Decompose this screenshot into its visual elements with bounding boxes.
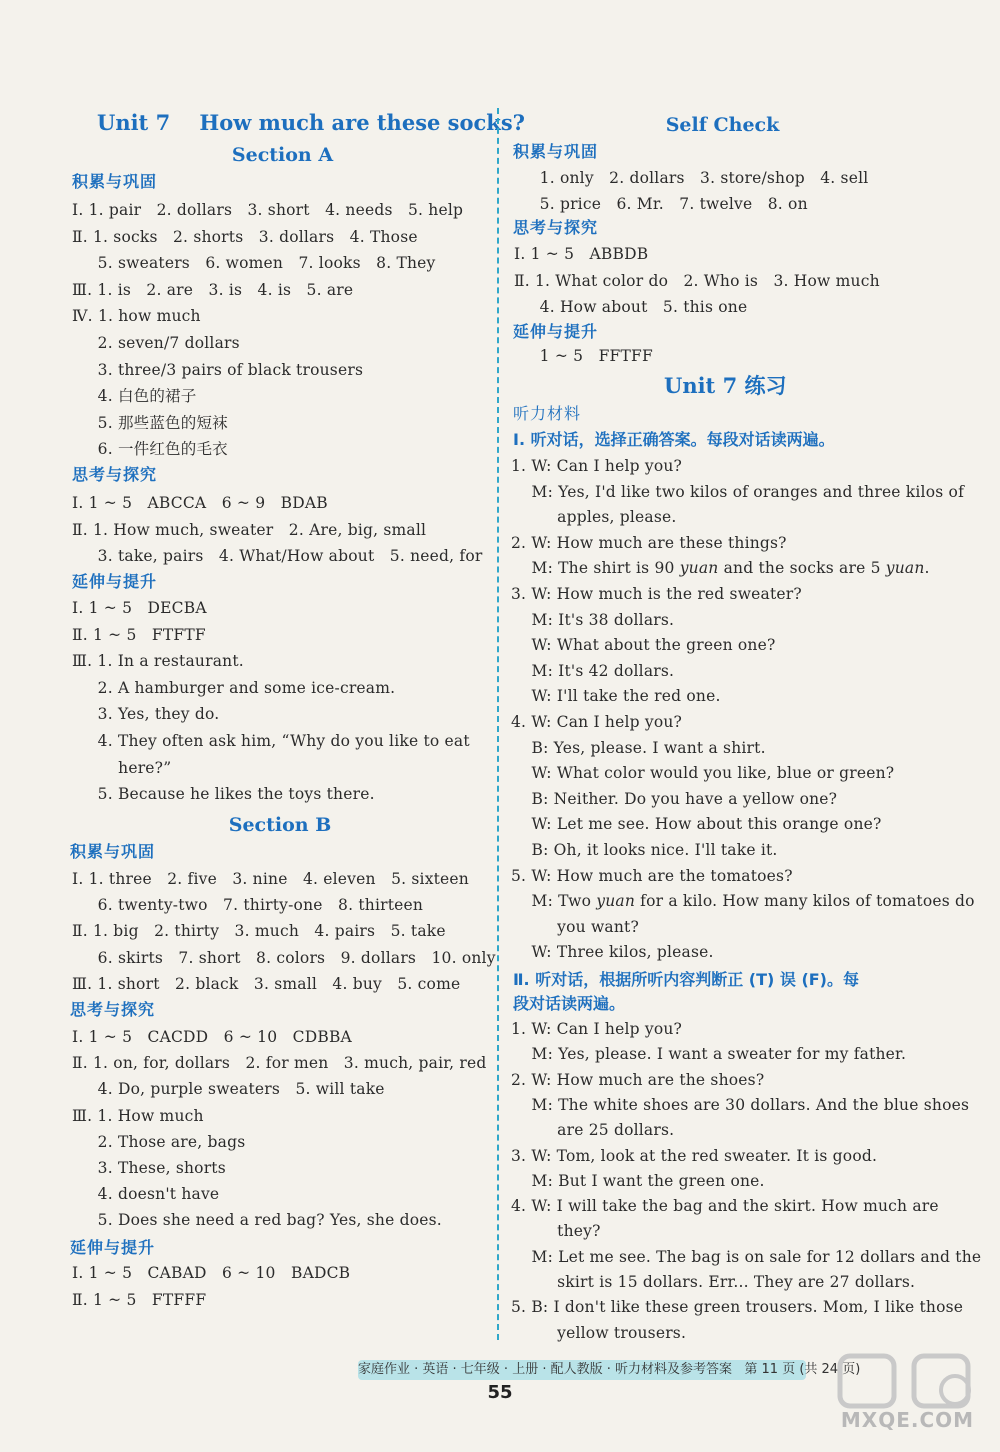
answer-line: here?” [72, 758, 172, 777]
answer-line: Ⅰ. 1 ~ 5 ABCCA 6 ~ 9 BDAB [72, 494, 328, 512]
answer-line: M: But I want the green one. [511, 1171, 765, 1190]
answer-line: 5. price 6. Mr. 7. twelve 8. on [514, 194, 808, 213]
self-check-think-heading: 思考与探究 [513, 218, 599, 237]
answer-line: Ⅰ. 1 ~ 5 CABAD 6 ~ 10 BADCB [72, 1264, 351, 1282]
answer-line: Ⅱ. 1. on, for, dollars 2. for men 3. much, pair, red [72, 1054, 487, 1073]
answer-line: 3. These, shorts [72, 1159, 226, 1177]
answer-line: 3. W: How much is the red sweater? [511, 585, 802, 603]
answer-line: 6. 一件红色的毛衣 [72, 440, 228, 459]
unit-title: Unit 7 How much are these socks? [97, 110, 525, 135]
answer-line: are 25 dollars. [511, 1121, 675, 1140]
answer-line: 5. B: I don't like these green trousers. Mom, I like those [511, 1298, 964, 1317]
page-number: 55 [487, 1382, 513, 1403]
answer-line: M: Let me see. The bag is on sale for 12 dollars and the [511, 1247, 982, 1266]
answer-line: Ⅱ. 1. What color do 2. Who is 3. How much [514, 271, 880, 290]
answer-line: W: What about the green one? [511, 636, 776, 655]
answer-line: 1. W: Can I help you? [511, 457, 683, 475]
answer-line: yellow trousers. [511, 1323, 687, 1342]
answer-line: M: Yes, I'd like two kilos of oranges and three kilos of [511, 482, 965, 501]
answer-line: 3. Yes, they do. [72, 705, 220, 724]
answer-line: 1. W: Can I help you? [511, 1020, 683, 1038]
answer-line: Ⅱ. 1. How much, sweater 2. Are, big, small [72, 520, 427, 539]
footer-bar: 家庭作业 · 英语 · 七年级 · 上册 · 配人教版 · 听力材料及参考答案 第 11 页 (共 24 页) [358, 1360, 806, 1380]
column-divider [497, 108, 499, 1340]
section-b-title: Section B [228, 814, 332, 836]
answer-line: M: Yes, please. I want a sweater for my father. [511, 1045, 907, 1064]
answer-line: 2. W: How much are the shoes? [511, 1070, 765, 1089]
answer-line: apples, please. [511, 508, 677, 527]
answer-line: 2. Those are, bags [72, 1132, 246, 1151]
answer-line: Ⅱ. 1 ~ 5 FTFFF [72, 1290, 207, 1309]
answer-line: M: It's 38 dollars. [511, 610, 675, 629]
answer-line: 4. W: I will take the bag and the skirt. How much are [511, 1197, 939, 1216]
answer-line: M: It's 42 dollars. [511, 661, 675, 680]
answer-line: 5. 那些蓝色的短袜 [72, 413, 228, 432]
watermark-text: MXQE.COM [840, 1408, 975, 1432]
answer-line: 2. A hamburger and some ice-cream. [72, 678, 396, 697]
answer-line: Ⅲ. 1. How much [72, 1106, 204, 1125]
answer-line: 5. Does she need a red bag? Yes, she does. [72, 1211, 442, 1230]
answer-line: Ⅳ. 1. how much [72, 307, 201, 326]
answer-line: 2. seven/7 dollars [72, 334, 240, 352]
answer-line: 5. W: How much are the tomatoes? [511, 866, 793, 885]
listening-heading: 听力材料 [513, 404, 582, 423]
part1-heading: Ⅰ. 听对话，选择正确答案。每段对话读两遍。 [513, 430, 835, 449]
answer-line: B: Oh, it looks nice. I'll take it. [511, 841, 778, 859]
answer-line: Ⅲ. 1. is 2. are 3. is 4. is 5. are [72, 280, 354, 299]
answer-line: 5. Because he likes the toys there. [72, 785, 375, 804]
answer-line: W: Three kilos, please. [511, 943, 714, 962]
watermark-icon [820, 1350, 995, 1448]
answer-line: Ⅱ. 1. socks 2. shorts 3. dollars 4. Those [72, 227, 418, 246]
section-b-accumulate-heading: 积累与巩固 [70, 842, 156, 861]
answer-line: Ⅰ. 1. pair 2. dollars 3. short 4. needs 5. help [72, 201, 464, 219]
answer-line: 4. doesn't have [72, 1185, 220, 1204]
answer-line: M: The white shoes are 30 dollars. And the blue shoes [511, 1095, 970, 1114]
answer-line: B: Yes, please. I want a shirt. [511, 738, 766, 757]
part2-heading-line1: Ⅱ. 听对话，根据所听内容判断正 (T) 误 (F)。每 [513, 970, 859, 989]
watermark-logo [820, 1350, 995, 1448]
answer-line: 4. Do, purple sweaters 5. will take [72, 1080, 385, 1099]
section-a-accumulate-heading: 积累与巩固 [72, 172, 158, 191]
part2-heading-line2: 段对话读两遍。 [513, 994, 626, 1013]
answer-line: Ⅱ. 1 ~ 5 FTFTF [72, 625, 206, 644]
self-check-extend-heading: 延伸与提升 [513, 322, 599, 341]
section-a-extend-heading: 延伸与提升 [72, 572, 158, 591]
answer-line: Ⅲ. 1. In a restaurant. [72, 652, 244, 671]
answer-line: 1. only 2. dollars 3. store/shop 4. sell [514, 169, 869, 187]
answer-line: 5. sweaters 6. women 7. looks 8. They [72, 254, 436, 273]
answer-line: you want? [511, 917, 639, 936]
self-check-title: Self Check [665, 114, 780, 136]
section-a-title: Section A [231, 144, 334, 166]
answer-line: W: I'll take the red one. [511, 687, 721, 706]
answer-line: Ⅰ. 1 ~ 5 ABBDB [514, 245, 649, 263]
answer-line: Ⅰ. 1. three 2. five 3. nine 4. eleven 5. sixteen [72, 870, 469, 888]
answer-line: 3. three/3 pairs of black trousers [72, 360, 364, 379]
answer-line: 1 ~ 5 FFTFF [514, 347, 653, 365]
answer-line: 6. skirts 7. short 8. colors 9. dollars 10. only [72, 948, 496, 967]
answer-line: skirt is 15 dollars. Err... They are 27 dollars. [511, 1273, 916, 1291]
answer-line: B: Neither. Do you have a yellow one? [511, 789, 838, 808]
answer-line: 6. twenty-two 7. thirty-one 8. thirteen [72, 896, 424, 915]
answer-line: Ⅰ. 1 ~ 5 CACDD 6 ~ 10 CDBBA [72, 1028, 352, 1046]
answer-line: W: What color would you like, blue or green? [511, 764, 895, 783]
answer-line: 4. How about 5. this one [514, 298, 748, 316]
practice-title: Unit 7 练习 [664, 373, 787, 398]
answer-line: 4. 白色的裙子 [72, 387, 197, 406]
answer-line: 4. They often ask him, “Why do you like to eat [72, 732, 470, 750]
answer-line: Ⅲ. 1. short 2. black 3. small 4. buy 5. come [72, 974, 461, 993]
answer-line: M: Two yuan for a kilo. How many kilos of tomatoes do [511, 892, 975, 911]
answer-line: 3. W: Tom, look at the red sweater. It is good. [511, 1146, 878, 1165]
answer-line: 4. W: Can I help you? [511, 713, 683, 731]
answer-line: Ⅰ. 1 ~ 5 DECBA [72, 599, 207, 617]
answer-line: they? [511, 1222, 601, 1241]
answer-line: W: Let me see. How about this orange one? [511, 815, 882, 834]
self-check-accumulate-heading: 积累与巩固 [513, 142, 599, 161]
section-a-think-heading: 思考与探究 [72, 465, 158, 484]
section-b-think-heading: 思考与探究 [70, 1000, 156, 1019]
answer-line: 3. take, pairs 4. What/How about 5. need, for [72, 547, 483, 565]
answer-line: Ⅱ. 1. big 2. thirty 3. much 4. pairs 5. take [72, 922, 446, 941]
answer-line: 2. W: How much are these things? [511, 533, 787, 552]
section-b-extend-heading: 延伸与提升 [70, 1238, 156, 1257]
answer-line: M: The shirt is 90 yuan and the socks are 5 yuan. [511, 559, 930, 578]
